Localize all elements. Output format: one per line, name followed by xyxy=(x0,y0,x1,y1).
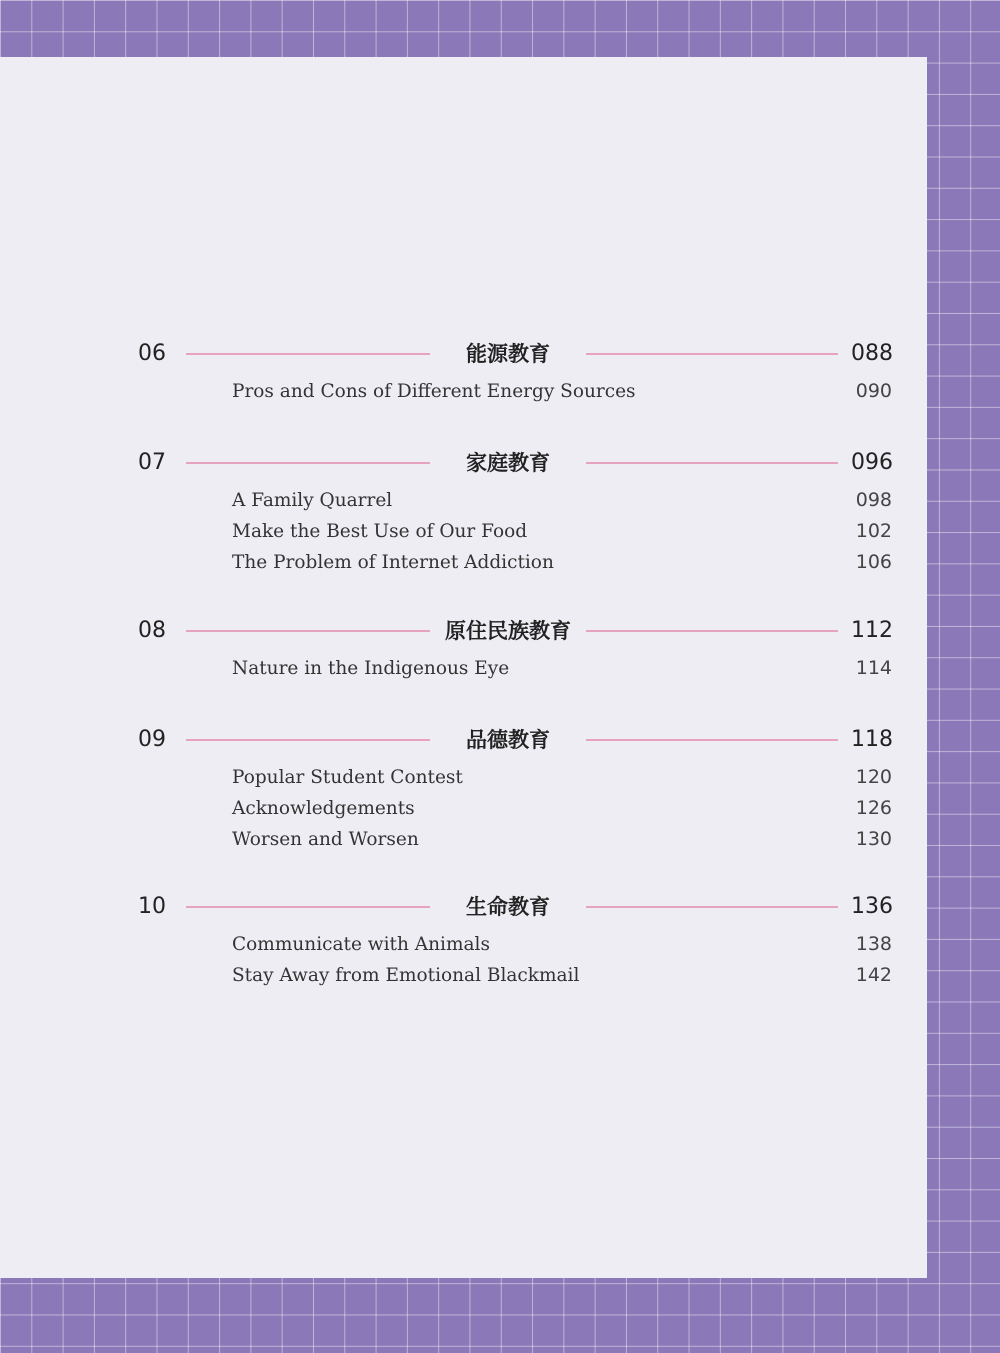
section-page: 112 xyxy=(851,618,893,643)
section-number: 09 xyxy=(138,727,166,752)
entry-page: 098 xyxy=(855,489,892,511)
entry-title: The Problem of Internet Addiction xyxy=(232,552,554,573)
divider-line xyxy=(186,630,430,632)
section-title: 品德教育 xyxy=(466,728,550,752)
entry-title: Popular Student Contest xyxy=(232,767,463,788)
divider-line xyxy=(586,630,838,632)
divider-line xyxy=(586,906,838,908)
entry-title: Nature in the Indigenous Eye xyxy=(232,658,510,679)
toc-entry[interactable] xyxy=(0,824,927,855)
section-header xyxy=(0,446,927,480)
section-title: 原住民族教育 xyxy=(445,619,571,643)
section-header xyxy=(0,890,927,924)
toc-entry[interactable] xyxy=(0,960,927,991)
entry-page: 090 xyxy=(855,380,892,402)
section-page: 136 xyxy=(851,894,893,919)
entry-page: 138 xyxy=(855,933,892,955)
section-header xyxy=(0,614,927,648)
toc-entry[interactable] xyxy=(0,653,927,684)
entry-list xyxy=(0,485,927,578)
section-number: 07 xyxy=(138,450,166,475)
section-title: 家庭教育 xyxy=(466,451,550,475)
toc-page xyxy=(0,57,927,1278)
section-page: 096 xyxy=(851,450,893,475)
divider-line xyxy=(186,739,430,741)
toc-entry[interactable] xyxy=(0,793,927,824)
divider-line xyxy=(186,462,430,464)
toc-entry[interactable] xyxy=(0,547,927,578)
section-number: 06 xyxy=(138,341,166,366)
entry-list xyxy=(0,929,927,991)
divider-line xyxy=(586,462,838,464)
divider-line xyxy=(186,353,430,355)
section-number: 08 xyxy=(138,618,166,643)
entry-list xyxy=(0,653,927,684)
entry-title: Pros and Cons of Different Energy Sources xyxy=(232,381,636,402)
entry-title: Make the Best Use of Our Food xyxy=(232,521,528,542)
entry-title: Worsen and Worsen xyxy=(232,829,419,850)
entry-title: Communicate with Animals xyxy=(232,934,490,955)
entry-page: 102 xyxy=(855,520,892,542)
divider-line xyxy=(586,739,838,741)
entry-page: 120 xyxy=(855,766,892,788)
toc-entry[interactable] xyxy=(0,762,927,793)
toc-entry[interactable] xyxy=(0,516,927,547)
entry-title: A Family Quarrel xyxy=(232,490,393,511)
entry-page: 126 xyxy=(855,797,892,819)
section-header xyxy=(0,723,927,757)
section-title: 能源教育 xyxy=(466,342,550,366)
toc-entry[interactable] xyxy=(0,485,927,516)
toc-entry[interactable] xyxy=(0,376,927,407)
section-page: 118 xyxy=(851,727,893,752)
entry-page: 142 xyxy=(855,964,892,986)
divider-line xyxy=(186,906,430,908)
entry-list xyxy=(0,376,927,407)
toc-entry[interactable] xyxy=(0,929,927,960)
section-title: 生命教育 xyxy=(466,895,550,919)
section-number: 10 xyxy=(138,894,166,919)
divider-line xyxy=(586,353,838,355)
entry-title: Acknowledgements xyxy=(232,798,415,819)
entry-list xyxy=(0,762,927,855)
section-page: 088 xyxy=(851,341,893,366)
entry-page: 114 xyxy=(855,657,892,679)
section-header xyxy=(0,337,927,371)
entry-title: Stay Away from Emotional Blackmail xyxy=(232,965,580,986)
entry-page: 106 xyxy=(855,551,892,573)
entry-page: 130 xyxy=(855,828,892,850)
